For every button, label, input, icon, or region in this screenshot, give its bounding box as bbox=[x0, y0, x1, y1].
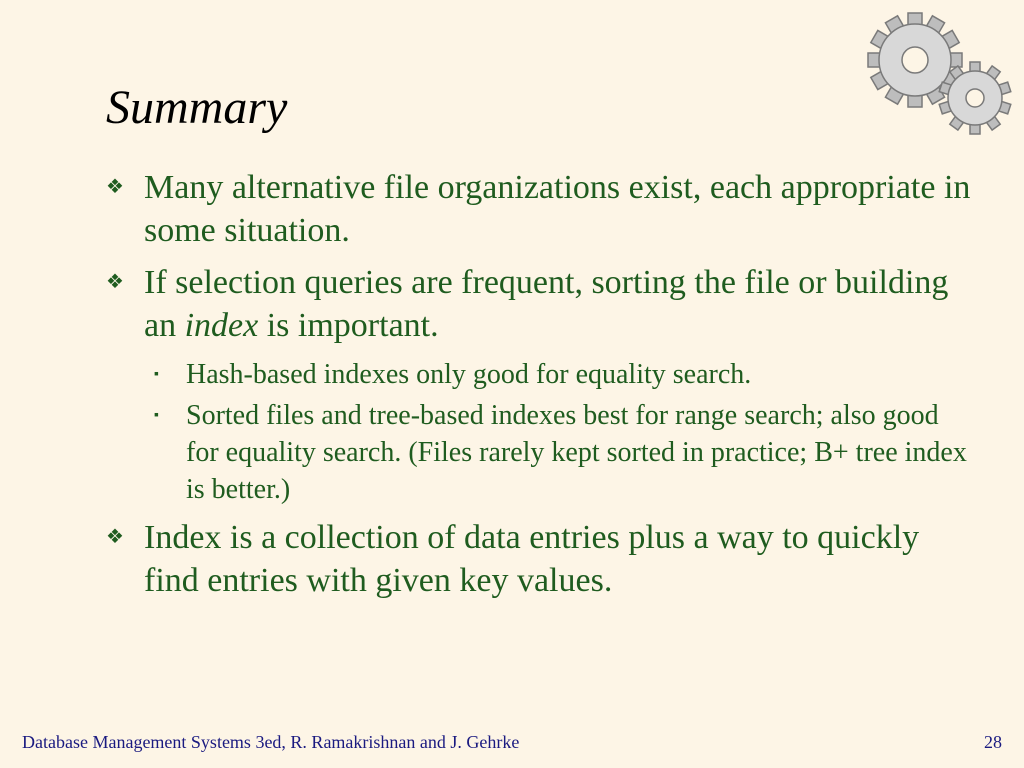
footer-citation: Database Management Systems 3ed, R. Ramakrishnan and J. Gehrke bbox=[22, 732, 520, 752]
bullet-marker-icon: ❖ bbox=[106, 176, 124, 198]
sub-bullet-marker-icon: ▪ bbox=[154, 367, 159, 382]
sub-bullet-text: Hash-based indexes only good for equality search. bbox=[186, 359, 752, 390]
sub-bullet-list bbox=[106, 356, 976, 508]
bullet-item bbox=[106, 516, 976, 602]
gears-icon bbox=[855, 10, 1020, 135]
bullet-marker-icon: ❖ bbox=[106, 526, 124, 548]
bullet-text-emphasis: index bbox=[184, 307, 259, 344]
sub-bullet-item bbox=[106, 397, 976, 508]
bullet-item bbox=[106, 261, 976, 347]
bullet-text: Many alternative file organizations exist, each appropriate in some situation. bbox=[144, 169, 971, 249]
sub-bullet-marker-icon: ▪ bbox=[154, 408, 159, 423]
bullet-text-end: is important. bbox=[258, 307, 439, 344]
bullet-item bbox=[106, 166, 976, 252]
bullet-marker-icon: ❖ bbox=[106, 271, 124, 293]
page-number: 28 bbox=[984, 732, 1002, 752]
bullet-text-start: If selection queries are frequent, sorting the file or building an bbox=[144, 264, 949, 344]
sub-bullet-item bbox=[106, 356, 976, 393]
bullet-list bbox=[106, 166, 976, 611]
slide-title: Summary bbox=[106, 81, 288, 134]
sub-bullet-text: Sorted files and tree-based indexes best for range search; also good for equality search. (Files rarely kept sorted in practice; B+ tree index is better.) bbox=[186, 400, 967, 505]
bullet-text: Index is a collection of data entries plus a way to quickly find entries with given key values. bbox=[144, 519, 920, 599]
